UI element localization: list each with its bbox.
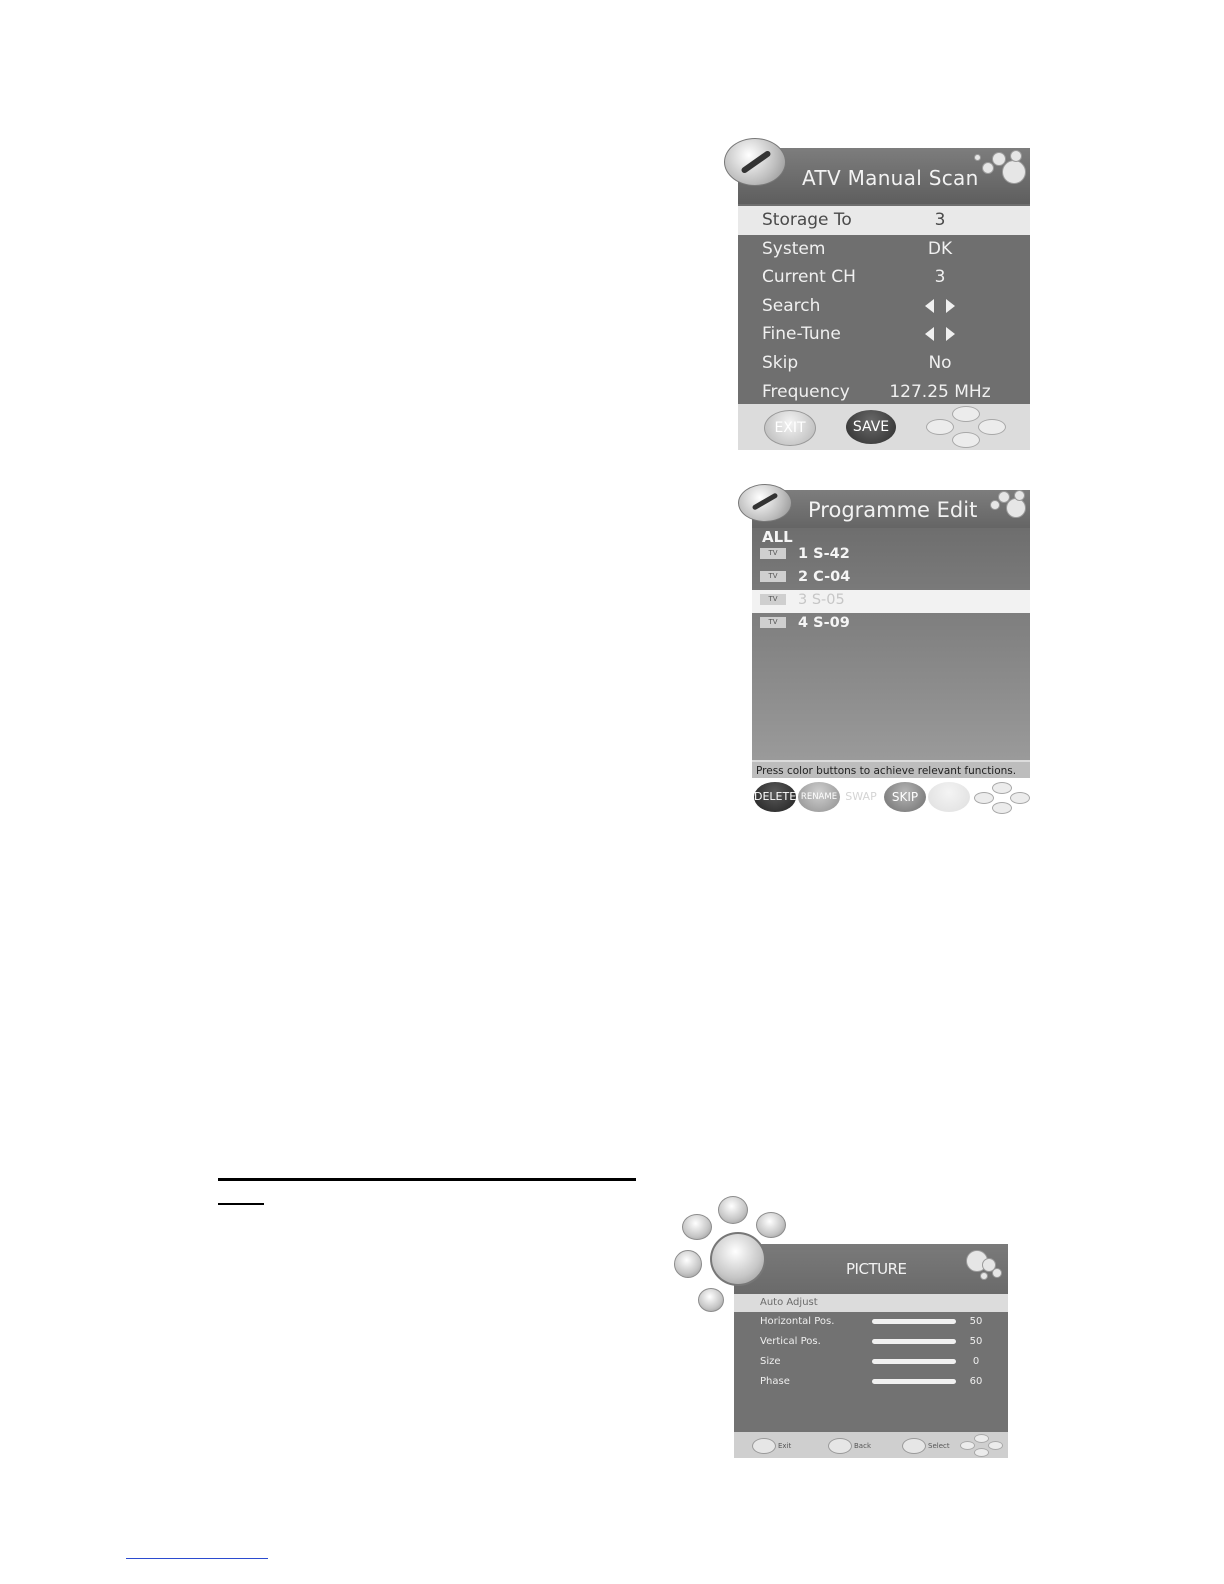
atv-title: ATV Manual Scan [802, 166, 979, 190]
exit-key-icon [752, 1438, 776, 1454]
atv-manual-scan-menu [738, 148, 1030, 450]
list-item[interactable]: TV 4 S-09 [752, 613, 1030, 636]
back-hint[interactable]: Back [828, 1438, 871, 1454]
arrow-right-icon[interactable] [946, 299, 955, 313]
dpad-icon [974, 782, 1028, 814]
picture-settings-list [734, 1312, 1008, 1432]
rename-button[interactable]: RENAME [798, 782, 840, 812]
tools-icon [738, 484, 792, 522]
slider-track[interactable] [872, 1379, 956, 1384]
picture-small-icon[interactable] [682, 1214, 712, 1240]
storage-to-row[interactable]: Storage To 3 [738, 206, 1030, 235]
select-hint[interactable]: Select [902, 1438, 950, 1454]
slider-track[interactable] [872, 1319, 956, 1324]
blank-button[interactable] [928, 782, 970, 812]
skip-button[interactable]: SKIP [884, 782, 926, 812]
lock-icon[interactable] [674, 1250, 702, 1278]
swap-button[interactable]: SWAP [845, 790, 877, 803]
list-item[interactable]: TV 2 C-04 [752, 567, 1030, 590]
all-filter[interactable]: ALL [762, 528, 793, 546]
auto-adjust-row[interactable]: Auto Adjust [734, 1294, 1008, 1312]
section-heading-underline [218, 1203, 264, 1205]
exit-hint[interactable]: Exit [752, 1438, 791, 1454]
picture-icon[interactable] [710, 1232, 766, 1286]
slider-track[interactable] [872, 1339, 956, 1344]
list-item-selected[interactable]: TV 3 S-05 [752, 590, 1030, 613]
skip-row[interactable]: Skip No [762, 352, 952, 373]
bubbles-icon [970, 150, 1030, 190]
picture-footer [734, 1432, 1008, 1458]
select-key-icon [902, 1438, 926, 1454]
programme-title-bar [752, 490, 1030, 528]
size-row[interactable]: Size 0 [760, 1356, 980, 1367]
current-ch-row[interactable]: Current CH 3 [762, 267, 946, 288]
picture-title: PICTURE [846, 1260, 907, 1278]
setup-icon[interactable] [698, 1288, 724, 1312]
dpad-icon [926, 406, 1006, 448]
programme-edit-menu [752, 490, 1030, 816]
bubbles-icon [978, 490, 1030, 520]
search-row[interactable]: Search [738, 292, 1030, 321]
arrow-left-icon[interactable] [925, 327, 934, 341]
arrow-left-icon[interactable] [925, 299, 934, 313]
system-row[interactable]: System DK [762, 238, 953, 259]
frequency-row[interactable]: Frequency 127.25 MHz [762, 381, 991, 402]
picture-menu [734, 1244, 1008, 1458]
section-heading-rule [218, 1178, 636, 1181]
programme-list [752, 528, 1030, 760]
dpad-icon [960, 1434, 1002, 1456]
tools-icon [724, 138, 786, 186]
sound-icon[interactable] [718, 1196, 748, 1224]
channel-icon[interactable] [756, 1212, 786, 1238]
fine-tune-row[interactable]: Fine-Tune [738, 320, 1030, 349]
footnote-rule [126, 1558, 268, 1559]
bubbles-icon [962, 1248, 1008, 1280]
save-button[interactable]: SAVE [846, 410, 896, 444]
vertical-pos-row[interactable]: Vertical Pos. 50 [760, 1336, 983, 1347]
phase-row[interactable]: Phase 60 [760, 1376, 983, 1387]
tv-badge: TV [760, 617, 786, 628]
tv-badge: TV [760, 571, 786, 582]
exit-button[interactable]: EXIT [764, 410, 816, 446]
picture-title-bar [734, 1244, 1008, 1294]
tv-badge: TV [760, 548, 786, 559]
slider-track[interactable] [872, 1359, 956, 1364]
arrow-right-icon[interactable] [946, 327, 955, 341]
atv-footer [738, 404, 1030, 450]
tv-badge: TV [760, 594, 786, 605]
back-key-icon [828, 1438, 852, 1454]
programme-title: Programme Edit [808, 498, 978, 522]
list-item[interactable]: TV 1 S-42 [752, 544, 1030, 567]
delete-button[interactable]: DELETE [754, 782, 796, 812]
hint-text: Press color buttons to achieve relevant functions. [752, 760, 1030, 778]
color-button-bar [752, 780, 1030, 816]
horizontal-pos-row[interactable]: Horizontal Pos. 50 [760, 1316, 983, 1327]
